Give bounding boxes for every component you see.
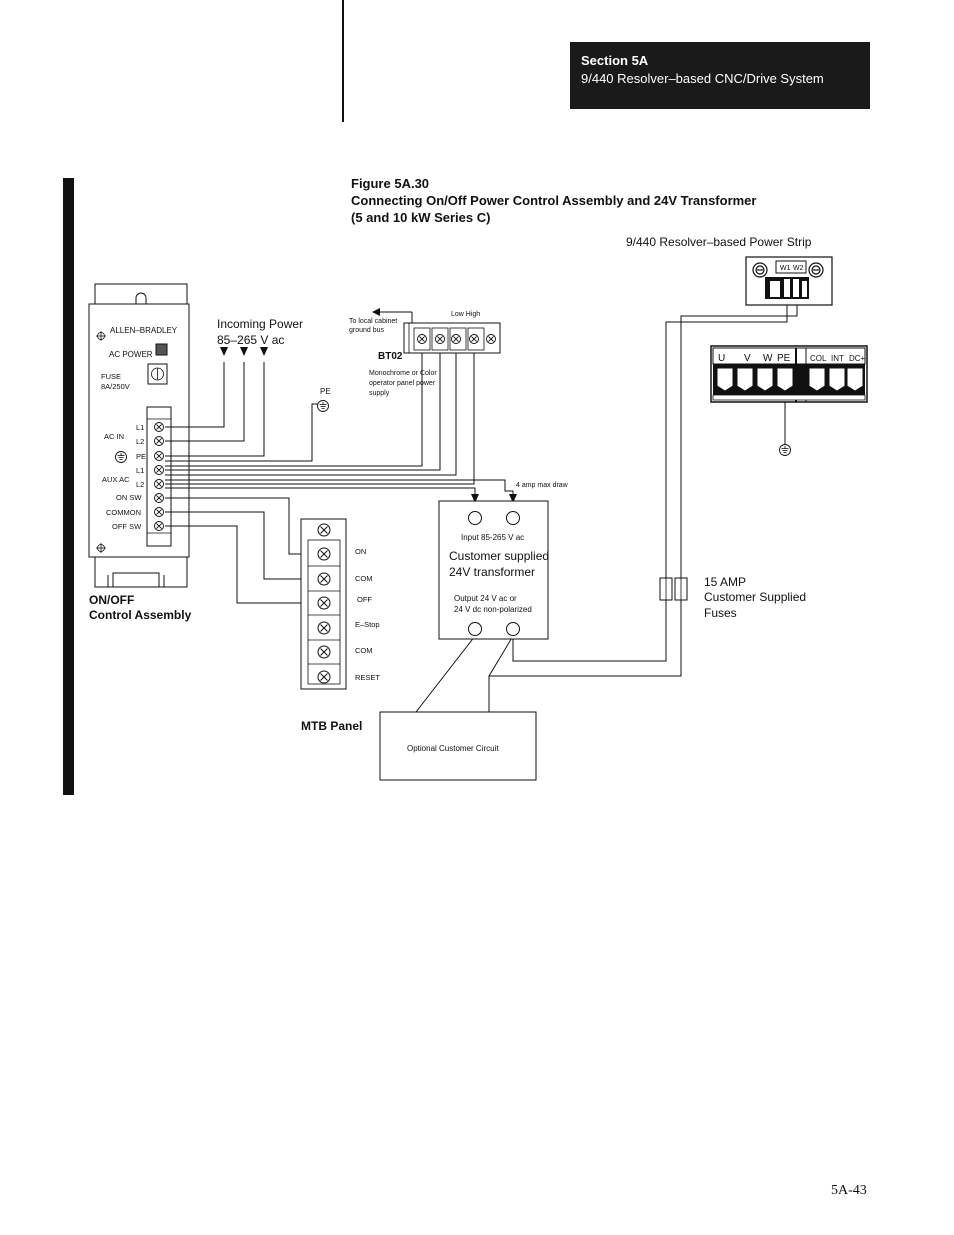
terminal-v-label: V xyxy=(744,353,751,364)
terminal-label-l2: L2 xyxy=(136,437,145,446)
terminal-label-aux-l1: L1 xyxy=(136,466,145,475)
onoff-control-assembly xyxy=(89,284,192,622)
ac-power-label: AC POWER xyxy=(109,350,153,359)
fuses-amp-label: 15 AMP xyxy=(704,575,747,589)
customer-supplied-label: Customer supplied xyxy=(449,549,550,563)
section-subtitle: 9/440 Resolver–based CNC/Drive System xyxy=(581,71,824,86)
fuse-rating: 8A/250V xyxy=(101,382,130,391)
terminal-w-label: W xyxy=(763,353,773,364)
output-terminal xyxy=(469,623,482,636)
fuses-label: Fuses xyxy=(704,606,737,620)
optional-circuit-label: Optional Customer Circuit xyxy=(407,744,499,753)
low-high-label: Low High xyxy=(451,311,481,318)
fuse-label: FUSE xyxy=(101,372,122,381)
mtb-panel-label: MTB Panel xyxy=(301,719,363,733)
figure-title-line2: (5 and 10 kW Series C) xyxy=(351,210,491,225)
ground-bus-label: ground bus xyxy=(349,327,385,334)
mounting-keyhole-icon xyxy=(136,293,146,304)
onoff-title: ON/OFF xyxy=(89,593,135,607)
monochrome-label-1: Monochrome or Color xyxy=(369,370,437,377)
section-title: Section 5A xyxy=(581,53,649,68)
ac-in-label: AC IN xyxy=(104,432,125,441)
mtb-panel xyxy=(301,519,380,733)
terminal-u-label: U xyxy=(718,353,726,364)
fuses-supplied-label: Customer Supplied xyxy=(704,590,807,604)
terminal-screws xyxy=(155,423,164,531)
terminal-label-aux-l2: L2 xyxy=(136,480,145,489)
common-label: COMMON xyxy=(106,508,141,517)
pe-label: PE xyxy=(320,387,331,396)
pe-ground-icon xyxy=(318,401,329,412)
mtb-estop-label: E–Stop xyxy=(355,620,380,629)
mounting-hole-icon xyxy=(96,331,106,341)
w2-label: W2 xyxy=(793,265,804,272)
incoming-power-label: Incoming Power xyxy=(217,317,304,331)
allen-bradley-label: ALLEN–BRADLEY xyxy=(110,326,178,335)
input-voltage-label: Input 85-265 V ac xyxy=(461,533,525,542)
mtb-off-label: OFF xyxy=(357,595,372,604)
off-sw-label: OFF SW xyxy=(112,522,142,531)
incoming-power-voltage: 85–265 V ac xyxy=(217,333,285,347)
mtb-reset-label: RESET xyxy=(355,673,381,682)
power-strip-label: 9/440 Resolver–based Power Strip xyxy=(626,235,812,249)
terminal-dc-label: DC+ xyxy=(849,354,866,363)
output-terminal xyxy=(507,623,520,636)
mounting-hole-icon xyxy=(96,543,106,553)
figure-number: Figure 5A.30 xyxy=(351,176,430,191)
page-number: 5A-43 xyxy=(831,1183,867,1198)
bt02-terminal-strip xyxy=(349,311,500,397)
output-label-1: Output 24 V ac or xyxy=(454,594,517,603)
terminal-label-pe: PE xyxy=(136,452,147,461)
terminal-col-label: COL xyxy=(810,354,827,363)
ground-icon xyxy=(116,452,127,463)
input-terminal xyxy=(507,512,520,525)
mtb-on-label: ON xyxy=(355,547,367,556)
figure-title-line1: Connecting On/Off Power Control Assembly and 24V Transformer xyxy=(351,193,757,208)
monochrome-label-3: supply xyxy=(369,390,390,397)
w1-label: W1 xyxy=(780,265,791,272)
transformer-label: 24V transformer xyxy=(449,565,536,579)
aux-ac-label: AUX AC xyxy=(102,475,130,484)
output-label-2: 24 V dc non-polarized xyxy=(454,605,532,614)
on-sw-label: ON SW xyxy=(116,493,142,502)
terminal-int-label: INT xyxy=(831,354,844,363)
terminal-label-l1: L1 xyxy=(136,423,145,432)
power-strip-ground-icon xyxy=(780,445,791,456)
input-terminal xyxy=(469,512,482,525)
optional-customer-circuit xyxy=(380,712,536,780)
onoff-subtitle: Control Assembly xyxy=(89,608,192,622)
terminal-pe-label: PE xyxy=(777,353,791,364)
four-amp-label: 4 amp max draw xyxy=(516,482,568,489)
mtb-com2-label: COM xyxy=(355,646,373,655)
mtb-com-label: COM xyxy=(355,574,373,583)
bt02-label: BT02 xyxy=(378,351,403,362)
power-strip xyxy=(626,235,867,456)
customer-fuses xyxy=(660,575,806,620)
to-local-label: To local cabinet xyxy=(349,318,398,325)
monochrome-label-2: operator panel power xyxy=(369,380,436,387)
ac-power-indicator xyxy=(156,344,167,355)
customer-transformer xyxy=(439,482,569,639)
